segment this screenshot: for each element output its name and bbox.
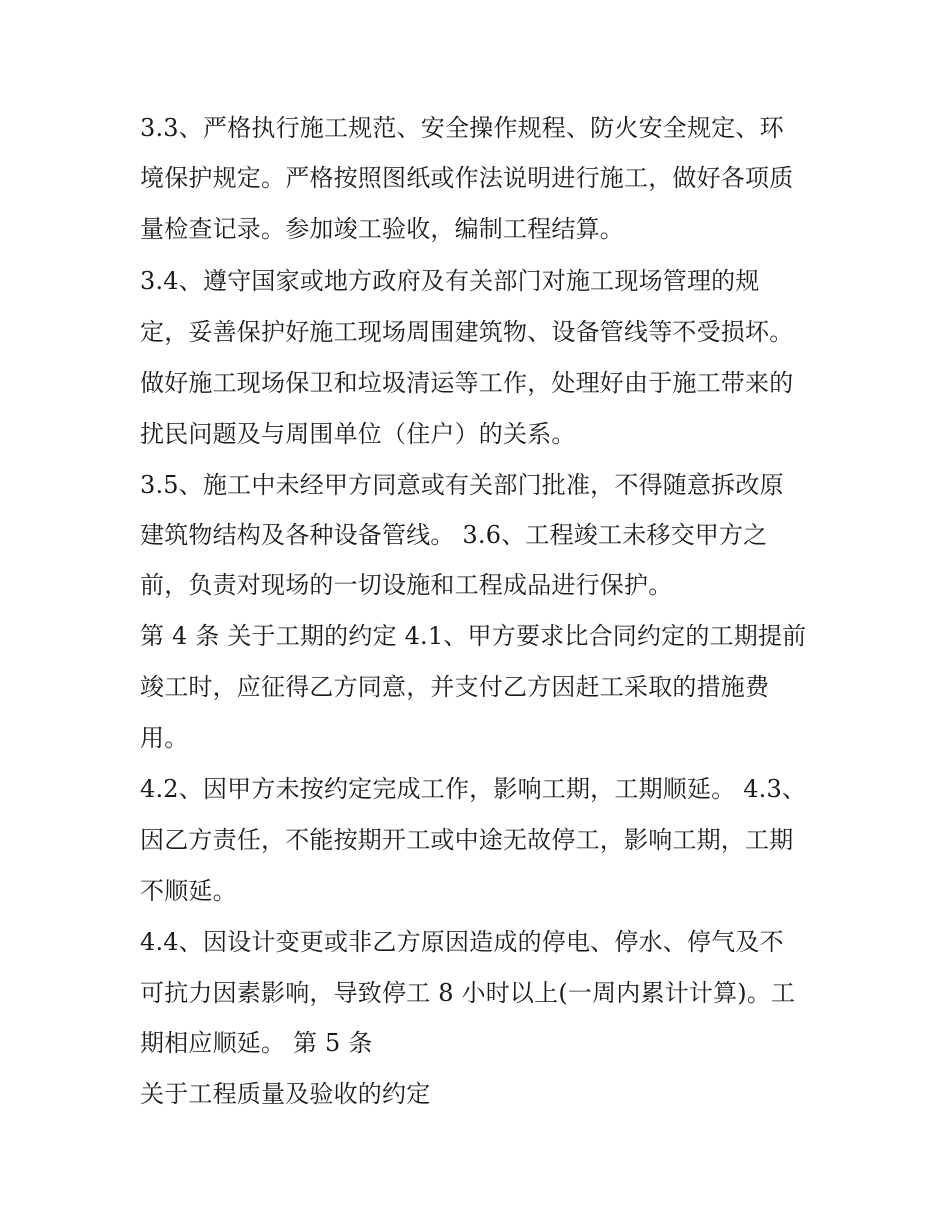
text-line: 期相应顺延。 第 5 条 [140,1029,373,1057]
text-line: 不顺延。 [140,877,237,905]
text-line: 前，负责对现场的一切设施和工程成品进行保护。 [140,571,673,599]
text-line: 3.4、遵守国家或地方政府及有关部门对施工现场管理的规 [140,267,760,295]
text-line: 竣工时，应征得乙方同意，并支付乙方因赶工采取的措施费 [140,673,770,701]
text-line: 3.5、施工中未经甲方同意或有关部门批准，不得随意拆改原 [140,471,784,499]
text-line: 量检查记录。参加竣工验收，编制工程结算。 [140,215,624,243]
text-line: 4.2、因甲方未按约定完成工作，影响工期，工期顺延。 4.3、 [140,775,807,803]
text-line: 做好施工现场保卫和垃圾清运等工作，处理好由于施工带来的 [140,369,794,397]
text-line: 可抗力因素影响，导致停工 8 小时以上(一周内累计计算)。工 [140,979,796,1007]
text-line: 用。 [140,724,189,752]
text-line: 定，妥善保护好施工现场周围建筑物、设备管线等不受损坏。 [140,318,794,346]
text-line: 境保护规定。严格按照图纸或作法说明进行施工，做好各项质 [140,164,794,192]
text-line: 建筑物结构及各种设备管线。 3.6、工程竣工未移交甲方之 [140,521,768,549]
text-line: 第 4 条 关于工期的约定 4.1、甲方要求比合同约定的工期提前 [140,622,807,650]
text-line: 4.4、因设计变更或非乙方原因造成的停电、停水、停气及不 [140,928,784,956]
text-line: 关于工程质量及验收的约定 [140,1080,431,1108]
text-line: 扰民问题及与周围单位（住户）的关系。 [140,420,576,448]
text-line: 3.3、严格执行施工规范、安全操作规程、防火安全规定、环 [140,114,784,142]
text-line: 因乙方责任，不能按期开工或中途无故停工，影响工期，工期 [140,826,794,854]
